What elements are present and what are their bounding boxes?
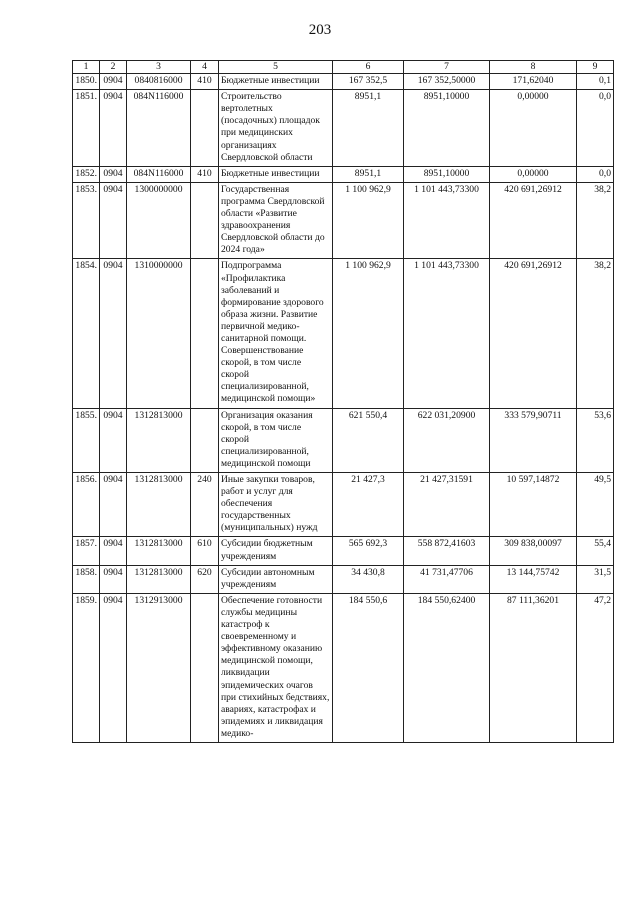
expense-type-cell: [191, 408, 219, 472]
table-row: [73, 90, 614, 167]
execution-percent-cell: 38,2: [577, 182, 614, 259]
execution-percent-cell: 47,2: [577, 593, 614, 742]
item-name-cell: Строительство вертолетных (посадочных) площадок при медицинских организациях Свердловской области: [219, 90, 333, 167]
revised-amount-cell: 41 731,47706: [404, 565, 490, 593]
column-header: 1: [73, 61, 100, 74]
approved-amount-cell: 8951,1: [333, 166, 404, 182]
executed-amount-cell: 420 691,26912: [490, 182, 577, 259]
item-name-cell: Субсидии автономным учреждениям: [219, 565, 333, 593]
section-code-cell: 0904: [100, 90, 127, 167]
table-row: [73, 259, 614, 408]
executed-amount-cell: 171,62040: [490, 74, 577, 90]
page-number: 203: [308, 22, 332, 38]
row-number-cell: 1856.: [73, 473, 100, 537]
item-name-cell: Субсидии бюджетным учреждениям: [219, 537, 333, 565]
table-row: [73, 537, 614, 565]
executed-amount-cell: 10 597,14872: [490, 473, 577, 537]
revised-amount-cell: 1 101 443,73300: [404, 182, 490, 259]
expense-type-cell: 620: [191, 565, 219, 593]
expense-type-cell: 240: [191, 473, 219, 537]
execution-percent-cell: 0,1: [577, 74, 614, 90]
revised-amount-cell: 8951,10000: [404, 90, 490, 167]
table-row: [73, 593, 614, 742]
target-article-cell: 1312813000: [127, 408, 191, 472]
expense-type-cell: 610: [191, 537, 219, 565]
section-code-cell: 0904: [100, 408, 127, 472]
item-name-cell: Подпрограмма «Профилактика заболеваний и формирование здорового образа жизни. Развитие первичной медико-санитарной помощи. Совершенствование скорой, в том числе скорой специализированной, медицинской помощи»: [219, 259, 333, 408]
column-header: 9: [577, 61, 614, 74]
expense-type-cell: 410: [191, 74, 219, 90]
execution-percent-cell: 31,5: [577, 565, 614, 593]
section-code-cell: 0904: [100, 473, 127, 537]
item-name-cell: Обеспечение готовности службы медицины катастроф к своевременному и эффективному оказанию медицинской помощи, ликвидации эпидемических очагов при стихийных бедствиях, авариях, катастрофах и эпидемиях и ликвидация медико-: [219, 593, 333, 742]
approved-amount-cell: 565 692,3: [333, 537, 404, 565]
column-header: 3: [127, 61, 191, 74]
row-number-cell: 1857.: [73, 537, 100, 565]
expense-type-cell: [191, 593, 219, 742]
target-article-cell: 0840816000: [127, 74, 191, 90]
section-code-cell: 0904: [100, 593, 127, 742]
row-number-cell: 1859.: [73, 593, 100, 742]
revised-amount-cell: 8951,10000: [404, 166, 490, 182]
column-header: 7: [404, 61, 490, 74]
table-row: [73, 408, 614, 472]
executed-amount-cell: 309 838,00097: [490, 537, 577, 565]
item-name-cell: Организация оказания скорой, в том числе скорой специализированной, медицинской помощи: [219, 408, 333, 472]
approved-amount-cell: 8951,1: [333, 90, 404, 167]
executed-amount-cell: 0,00000: [490, 90, 577, 167]
table-row: [73, 166, 614, 182]
budget-table: [72, 60, 614, 743]
item-name-cell: Государственная программа Свердловской области «Развитие здравоохранения Свердловской области до 2024 года»: [219, 182, 333, 259]
target-article-cell: 084N116000: [127, 90, 191, 167]
item-name-cell: Бюджетные инвестиции: [219, 166, 333, 182]
row-number-cell: 1854.: [73, 259, 100, 408]
target-article-cell: 1312813000: [127, 565, 191, 593]
target-article-cell: 084N116000: [127, 166, 191, 182]
executed-amount-cell: 0,00000: [490, 166, 577, 182]
revised-amount-cell: 167 352,50000: [404, 74, 490, 90]
revised-amount-cell: 1 101 443,73300: [404, 259, 490, 408]
target-article-cell: 1312913000: [127, 593, 191, 742]
section-code-cell: 0904: [100, 182, 127, 259]
expense-type-cell: [191, 90, 219, 167]
execution-percent-cell: 0,0: [577, 166, 614, 182]
item-name-cell: Бюджетные инвестиции: [219, 74, 333, 90]
column-header: 2: [100, 61, 127, 74]
table-row: [73, 182, 614, 259]
row-number-cell: 1852.: [73, 166, 100, 182]
header-row: [73, 61, 614, 74]
approved-amount-cell: 1 100 962,9: [333, 182, 404, 259]
table-row: [73, 565, 614, 593]
execution-percent-cell: 0,0: [577, 90, 614, 167]
row-number-cell: 1858.: [73, 565, 100, 593]
approved-amount-cell: 21 427,3: [333, 473, 404, 537]
table-row: [73, 74, 614, 90]
column-header: 4: [191, 61, 219, 74]
executed-amount-cell: 333 579,90711: [490, 408, 577, 472]
expense-type-cell: [191, 182, 219, 259]
executed-amount-cell: 13 144,75742: [490, 565, 577, 593]
target-article-cell: 1312813000: [127, 537, 191, 565]
target-article-cell: 1310000000: [127, 259, 191, 408]
section-code-cell: 0904: [100, 74, 127, 90]
target-article-cell: 1312813000: [127, 473, 191, 537]
row-number-cell: 1855.: [73, 408, 100, 472]
approved-amount-cell: 621 550,4: [333, 408, 404, 472]
section-code-cell: 0904: [100, 537, 127, 565]
revised-amount-cell: 184 550,62400: [404, 593, 490, 742]
section-code-cell: 0904: [100, 166, 127, 182]
section-code-cell: 0904: [100, 565, 127, 593]
column-header: 8: [490, 61, 577, 74]
expense-type-cell: [191, 259, 219, 408]
row-number-cell: 1853.: [73, 182, 100, 259]
execution-percent-cell: 49,5: [577, 473, 614, 537]
column-header: 6: [333, 61, 404, 74]
row-number-cell: 1850.: [73, 74, 100, 90]
execution-percent-cell: 53,6: [577, 408, 614, 472]
execution-percent-cell: 55,4: [577, 537, 614, 565]
approved-amount-cell: 184 550,6: [333, 593, 404, 742]
approved-amount-cell: 1 100 962,9: [333, 259, 404, 408]
target-article-cell: 1300000000: [127, 182, 191, 259]
revised-amount-cell: 21 427,31591: [404, 473, 490, 537]
item-name-cell: Иные закупки товаров, работ и услуг для обеспечения государственных (муниципальных) нужд: [219, 473, 333, 537]
revised-amount-cell: 558 872,41603: [404, 537, 490, 565]
table-row: [73, 473, 614, 537]
row-number-cell: 1851.: [73, 90, 100, 167]
section-code-cell: 0904: [100, 259, 127, 408]
approved-amount-cell: 167 352,5: [333, 74, 404, 90]
revised-amount-cell: 622 031,20900: [404, 408, 490, 472]
approved-amount-cell: 34 430,8: [333, 565, 404, 593]
executed-amount-cell: 87 111,36201: [490, 593, 577, 742]
column-header: 5: [219, 61, 333, 74]
execution-percent-cell: 38,2: [577, 259, 614, 408]
executed-amount-cell: 420 691,26912: [490, 259, 577, 408]
expense-type-cell: 410: [191, 166, 219, 182]
